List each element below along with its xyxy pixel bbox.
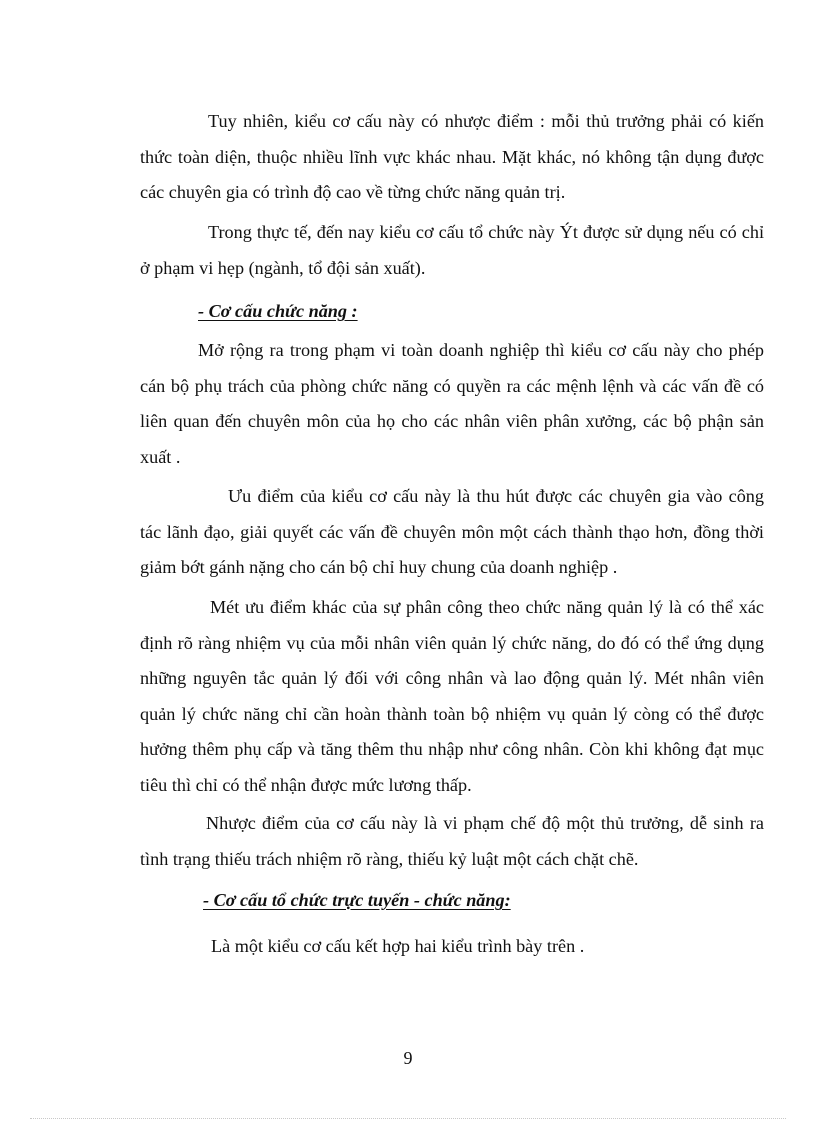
heading-functional-structure: - Cơ cấu chức năng : bbox=[198, 301, 358, 321]
page-bottom-divider bbox=[30, 1118, 786, 1119]
paragraph-in-practice: Trong thực tế, đến nay kiểu cơ cấu tổ chức này Ýt được sử dụng nếu có chỉ ở phạm vi hẹp (ngành, tổ đội sản xuất). bbox=[140, 222, 764, 278]
page-number: 9 bbox=[403, 1048, 413, 1068]
paragraph-functional-advantages: Ưu điểm của kiểu cơ cấu này là thu hút được các chuyên gia vào công tác lãnh đạo, giải quyết các vấn đề chuyên môn một cách thành thạo hơn, đồng thời giảm bớt gánh nặng cho cán bộ chỉ huy chung của doanh nghiệp . bbox=[140, 486, 764, 577]
paragraph-functional-description: Mở rộng ra trong phạm vi toàn doanh nghiệp thì kiểu cơ cấu này cho phép cán bộ phụ trách của phòng chức năng có quyền ra các mệnh lệnh và các vấn đề có liên quan đến chuyên môn của họ cho các nhân viên phân xưởng, các bộ phận sản xuất . bbox=[140, 340, 764, 467]
heading-line-functional-structure: - Cơ cấu tổ chức trực tuyến - chức năng: bbox=[203, 890, 511, 910]
paragraph-other-advantage: Mét ưu điểm khác của sự phân công theo chức năng quản lý là có thể xác định rõ ràng nhiệm vụ của mỗi nhân viên quản lý chức năng, do đó có thể ứng dụng những nguyên tắc quản lý đối với công nhân và lao động quản lý. Mét nhân viên quản lý chức năng chỉ cần hoàn thành toàn bộ nhiệm vụ quản lý còng có thể được hưởng thêm phụ cấp và tăng thêm thu nhập như công nhân. Còn khi không đạt mục tiêu thì chỉ có thể nhận được mức lương thấp. bbox=[140, 597, 764, 795]
paragraph-functional-disadvantages: Nhược điểm của cơ cấu này là vi phạm chế độ một thủ trưởng, dễ sinh ra tình trạng thiếu trách nhiệm rõ ràng, thiếu kỷ luật một cách chặt chẽ. bbox=[140, 813, 764, 869]
paragraph-combination: Là một kiểu cơ cấu kết hợp hai kiểu trình bày trên . bbox=[211, 936, 585, 956]
paragraph-disadvantages: Tuy nhiên, kiểu cơ cấu này có nhược điểm : mỗi thủ trưởng phải có kiến thức toàn diện, thuộc nhiều lĩnh vực khác nhau. Mặt khác, nó không tận dụng được các chuyên gia có trình độ cao về từng chức năng quản trị. bbox=[140, 111, 764, 202]
